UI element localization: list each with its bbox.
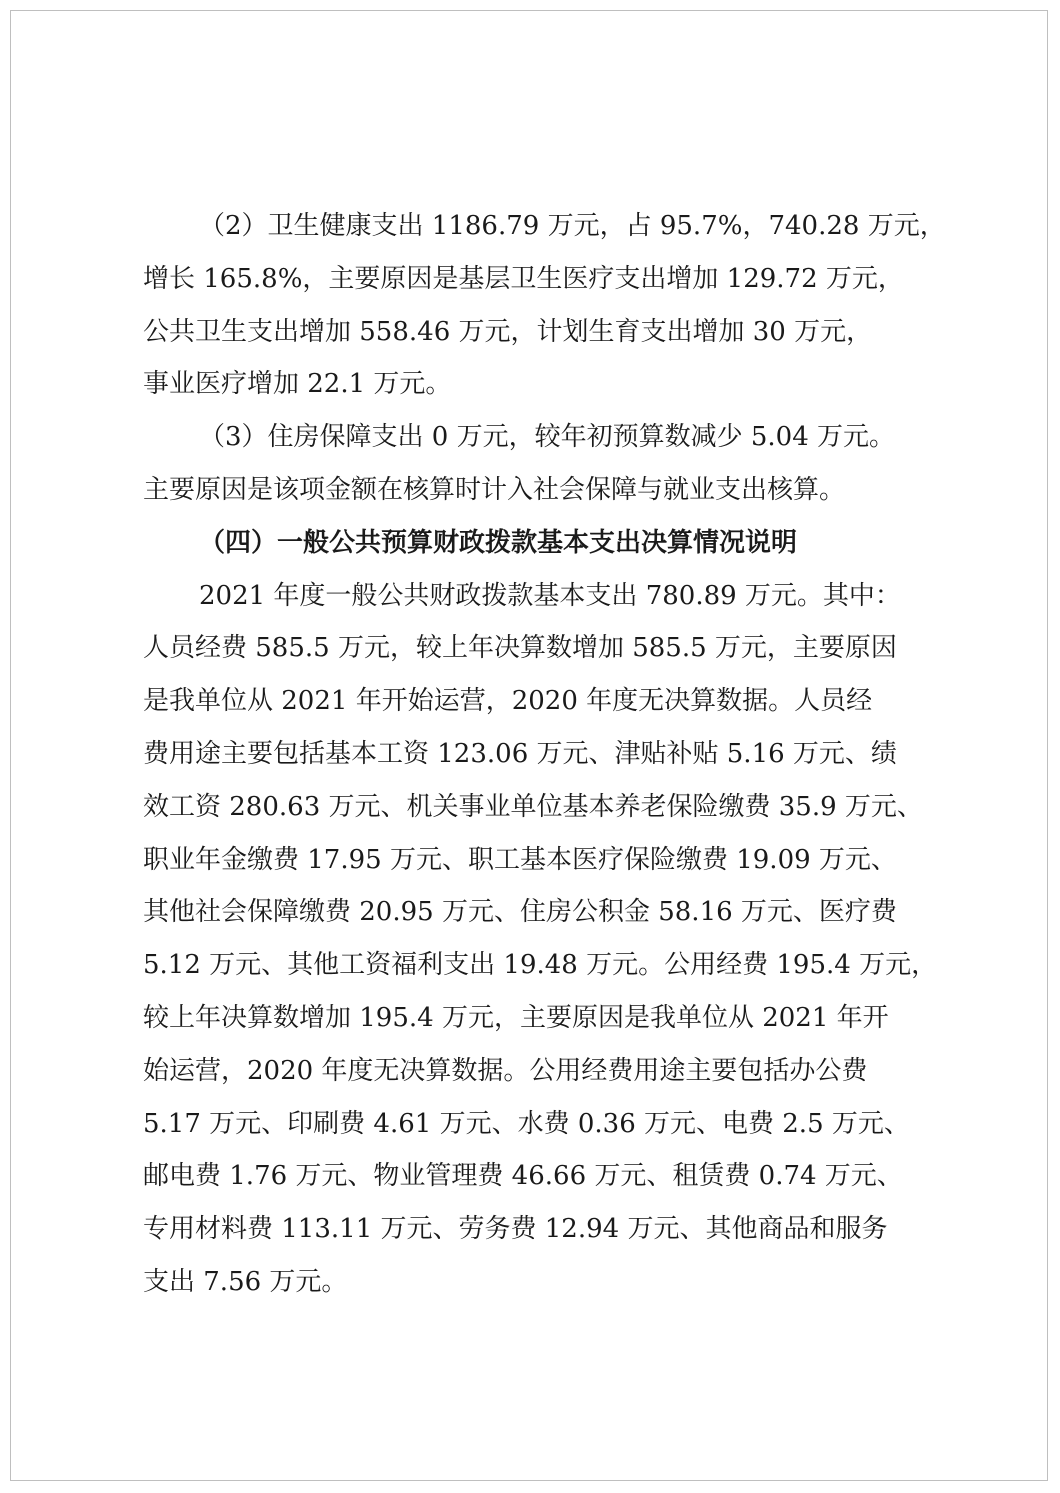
health-expenditure-line-1: （2）卫生健康支出 1186.79 万元，占 95.7%，740.28 万元， bbox=[199, 211, 946, 241]
basic-expenditure-line-2: 人员经费 585.5 万元，较上年决算数增加 585.5 万元，主要原因 bbox=[143, 633, 897, 664]
health-expenditure-line-3: 公共卫生支出增加 558.46 万元，计划生育支出增加 30 万元， bbox=[143, 316, 873, 347]
basic-expenditure-line-13: 专用材料费 113.11 万元、劳务费 12.94 万元、其他商品和服务 bbox=[143, 1214, 888, 1245]
basic-expenditure-line-1: 2021 年度一般公共财政拨款基本支出 780.89 万元。其中： bbox=[199, 580, 901, 611]
basic-expenditure-line-11: 5.17 万元、印刷费 4.61 万元、水费 0.36 万元、电费 2.5 万元、 bbox=[143, 1108, 910, 1139]
basic-expenditure-line-10: 始运营，2020 年度无决算数据。公用经费用途主要包括办公费 bbox=[143, 1055, 868, 1086]
health-expenditure-line-4: 事业医疗增加 22.1 万元。 bbox=[143, 369, 452, 400]
housing-expenditure-line-1: （3）住房保障支出 0 万元，较年初预算数减少 5.04 万元。 bbox=[199, 422, 896, 453]
basic-expenditure-line-9: 较上年决算数增加 195.4 万元，主要原因是我单位从 2021 年开 bbox=[143, 1002, 889, 1033]
basic-expenditure-line-14: 支出 7.56 万元。 bbox=[143, 1266, 348, 1297]
basic-expenditure-line-6: 职业年金缴费 17.95 万元、职工基本医疗保险缴费 19.09 万元、 bbox=[143, 844, 897, 875]
section-heading: （四）一般公共预算财政拨款基本支出决算情况说明 bbox=[199, 527, 798, 558]
basic-expenditure-line-12: 邮电费 1.76 万元、物业管理费 46.66 万元、租赁费 0.74 万元、 bbox=[143, 1161, 903, 1192]
basic-expenditure-line-7: 其他社会保障缴费 20.95 万元、住房公积金 58.16 万元、医疗费 bbox=[143, 897, 897, 928]
basic-expenditure-line-4: 费用途主要包括基本工资 123.06 万元、津贴补贴 5.16 万元、绩 bbox=[143, 738, 897, 769]
document-body bbox=[143, 200, 946, 1309]
basic-expenditure-line-8: 5.12 万元、其他工资福利支出 19.48 万元。公用经费 195.4 万元， bbox=[143, 950, 938, 981]
basic-expenditure-line-5: 效工资 280.63 万元、机关事业单位基本养老保险缴费 35.9 万元、 bbox=[143, 791, 923, 822]
basic-expenditure-line-3: 是我单位从 2021 年开始运营，2020 年度无决算数据。人员经 bbox=[143, 686, 873, 717]
housing-expenditure-line-2: 主要原因是该项金额在核算时计入社会保障与就业支出核算。 bbox=[143, 474, 846, 505]
health-expenditure-line-2: 增长 165.8%，主要原因是基层卫生医疗支出增加 129.72 万元， bbox=[143, 263, 904, 294]
